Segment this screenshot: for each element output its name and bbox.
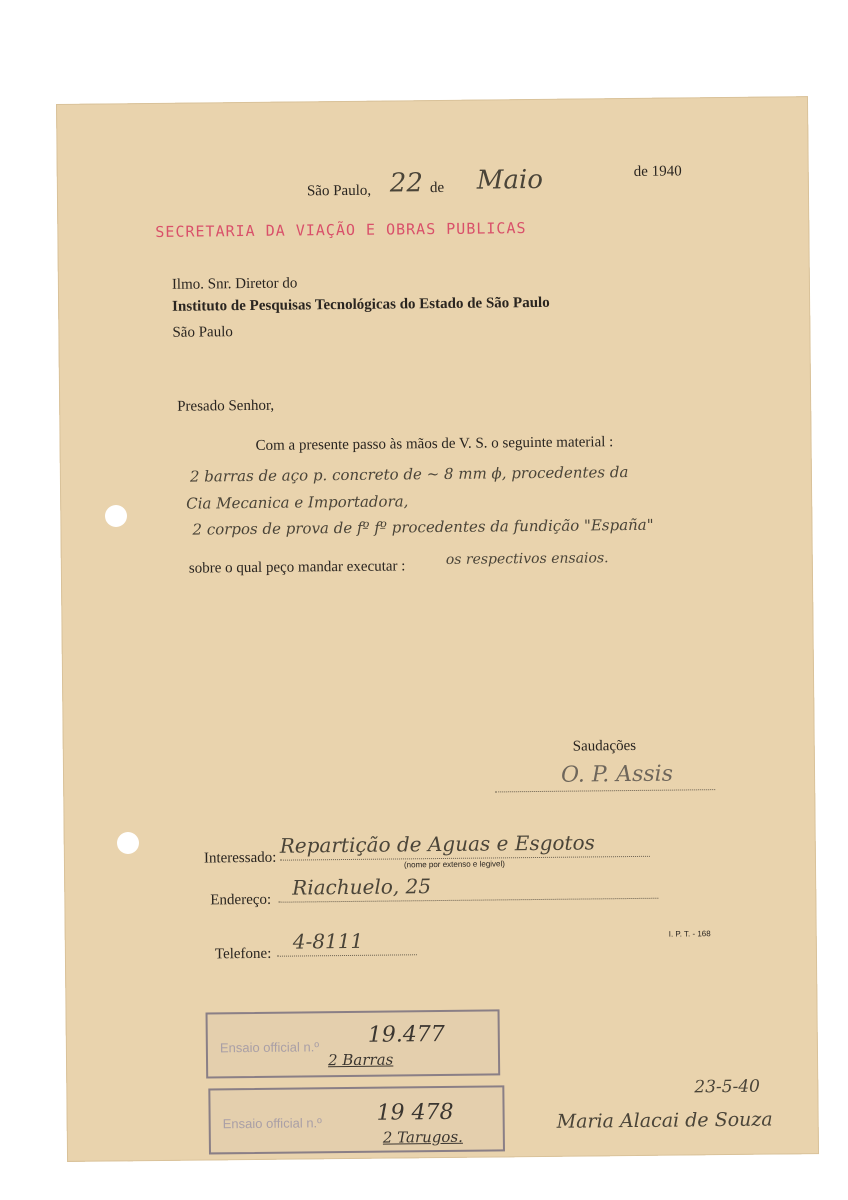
request-handwritten: os respectivos ensaios. — [445, 550, 609, 568]
interessado-label: Interessado: — [203, 849, 277, 867]
material-line3: 2 corpos de prova de fº fº procedentes da fundição "España" — [192, 515, 654, 539]
stamp-2-note: 2 Tarugos. — [382, 1127, 463, 1147]
stamp-1-note: 2 Barras — [327, 1050, 394, 1070]
telefone-value: 4-8111 — [292, 928, 364, 954]
material-line2: Cia Mecanica e Importadora, — [186, 492, 409, 513]
form-code: I. P. T. - 168 — [668, 929, 711, 939]
stamp-2-label: Ensaio official n.º — [222, 1115, 322, 1132]
punch-hole-top — [105, 505, 127, 527]
stamp-1-number: 19.477 — [367, 1021, 445, 1048]
official-test-stamp-1 — [206, 1009, 501, 1078]
telefone-line — [277, 954, 417, 956]
date-year: de 1940 — [633, 163, 682, 180]
date-day: 22 — [389, 168, 424, 199]
received-date: 23-5-40 — [694, 1076, 761, 1098]
closing-saudacoes: Saudações — [572, 737, 637, 755]
endereco-label: Endereço: — [210, 891, 272, 909]
signature: O. P. Assis — [560, 761, 674, 788]
stamp-1-label: Ensaio official n.º — [219, 1039, 320, 1056]
stamp-2-number: 19 478 — [376, 1099, 454, 1126]
date-de: de — [429, 179, 445, 197]
official-test-stamp-2 — [208, 1085, 505, 1154]
signature-line — [495, 789, 715, 792]
addressee-line1: Ilmo. Snr. Diretor do — [171, 275, 298, 293]
addressee-city: São Paulo — [172, 324, 233, 341]
body-intro: Com a presente passo às mãos de V. S. o seguinte material : — [255, 434, 614, 454]
interessado-hint: (nome por extenso e legivel) — [403, 859, 505, 870]
date-month: Maio — [476, 164, 544, 196]
salutation: Presado Senhor, — [177, 397, 275, 415]
interessado-value: Repartição de Aguas e Esgotos — [279, 830, 595, 858]
addressee-institution: Instituto de Pesquisas Tecnológicas do Estado de São Paulo — [172, 294, 550, 315]
received-by-signature: Maria Alacai de Souza — [556, 1108, 773, 1133]
telefone-label: Telefone: — [214, 945, 272, 963]
punch-hole-bottom — [117, 832, 139, 854]
request-label: sobre o qual peço mandar executar : — [188, 558, 406, 577]
letter-sheet — [56, 96, 819, 1162]
date-place: São Paulo, — [306, 182, 372, 200]
secretaria-stamp: SECRETARIA DA VIAÇÃO E OBRAS PUBLICAS — [155, 219, 527, 241]
material-line1: 2 barras de aço p. concreto de ~ 8 mm ϕ, procedentes da — [189, 463, 629, 486]
endereco-value: Riachuelo, 25 — [292, 874, 432, 900]
